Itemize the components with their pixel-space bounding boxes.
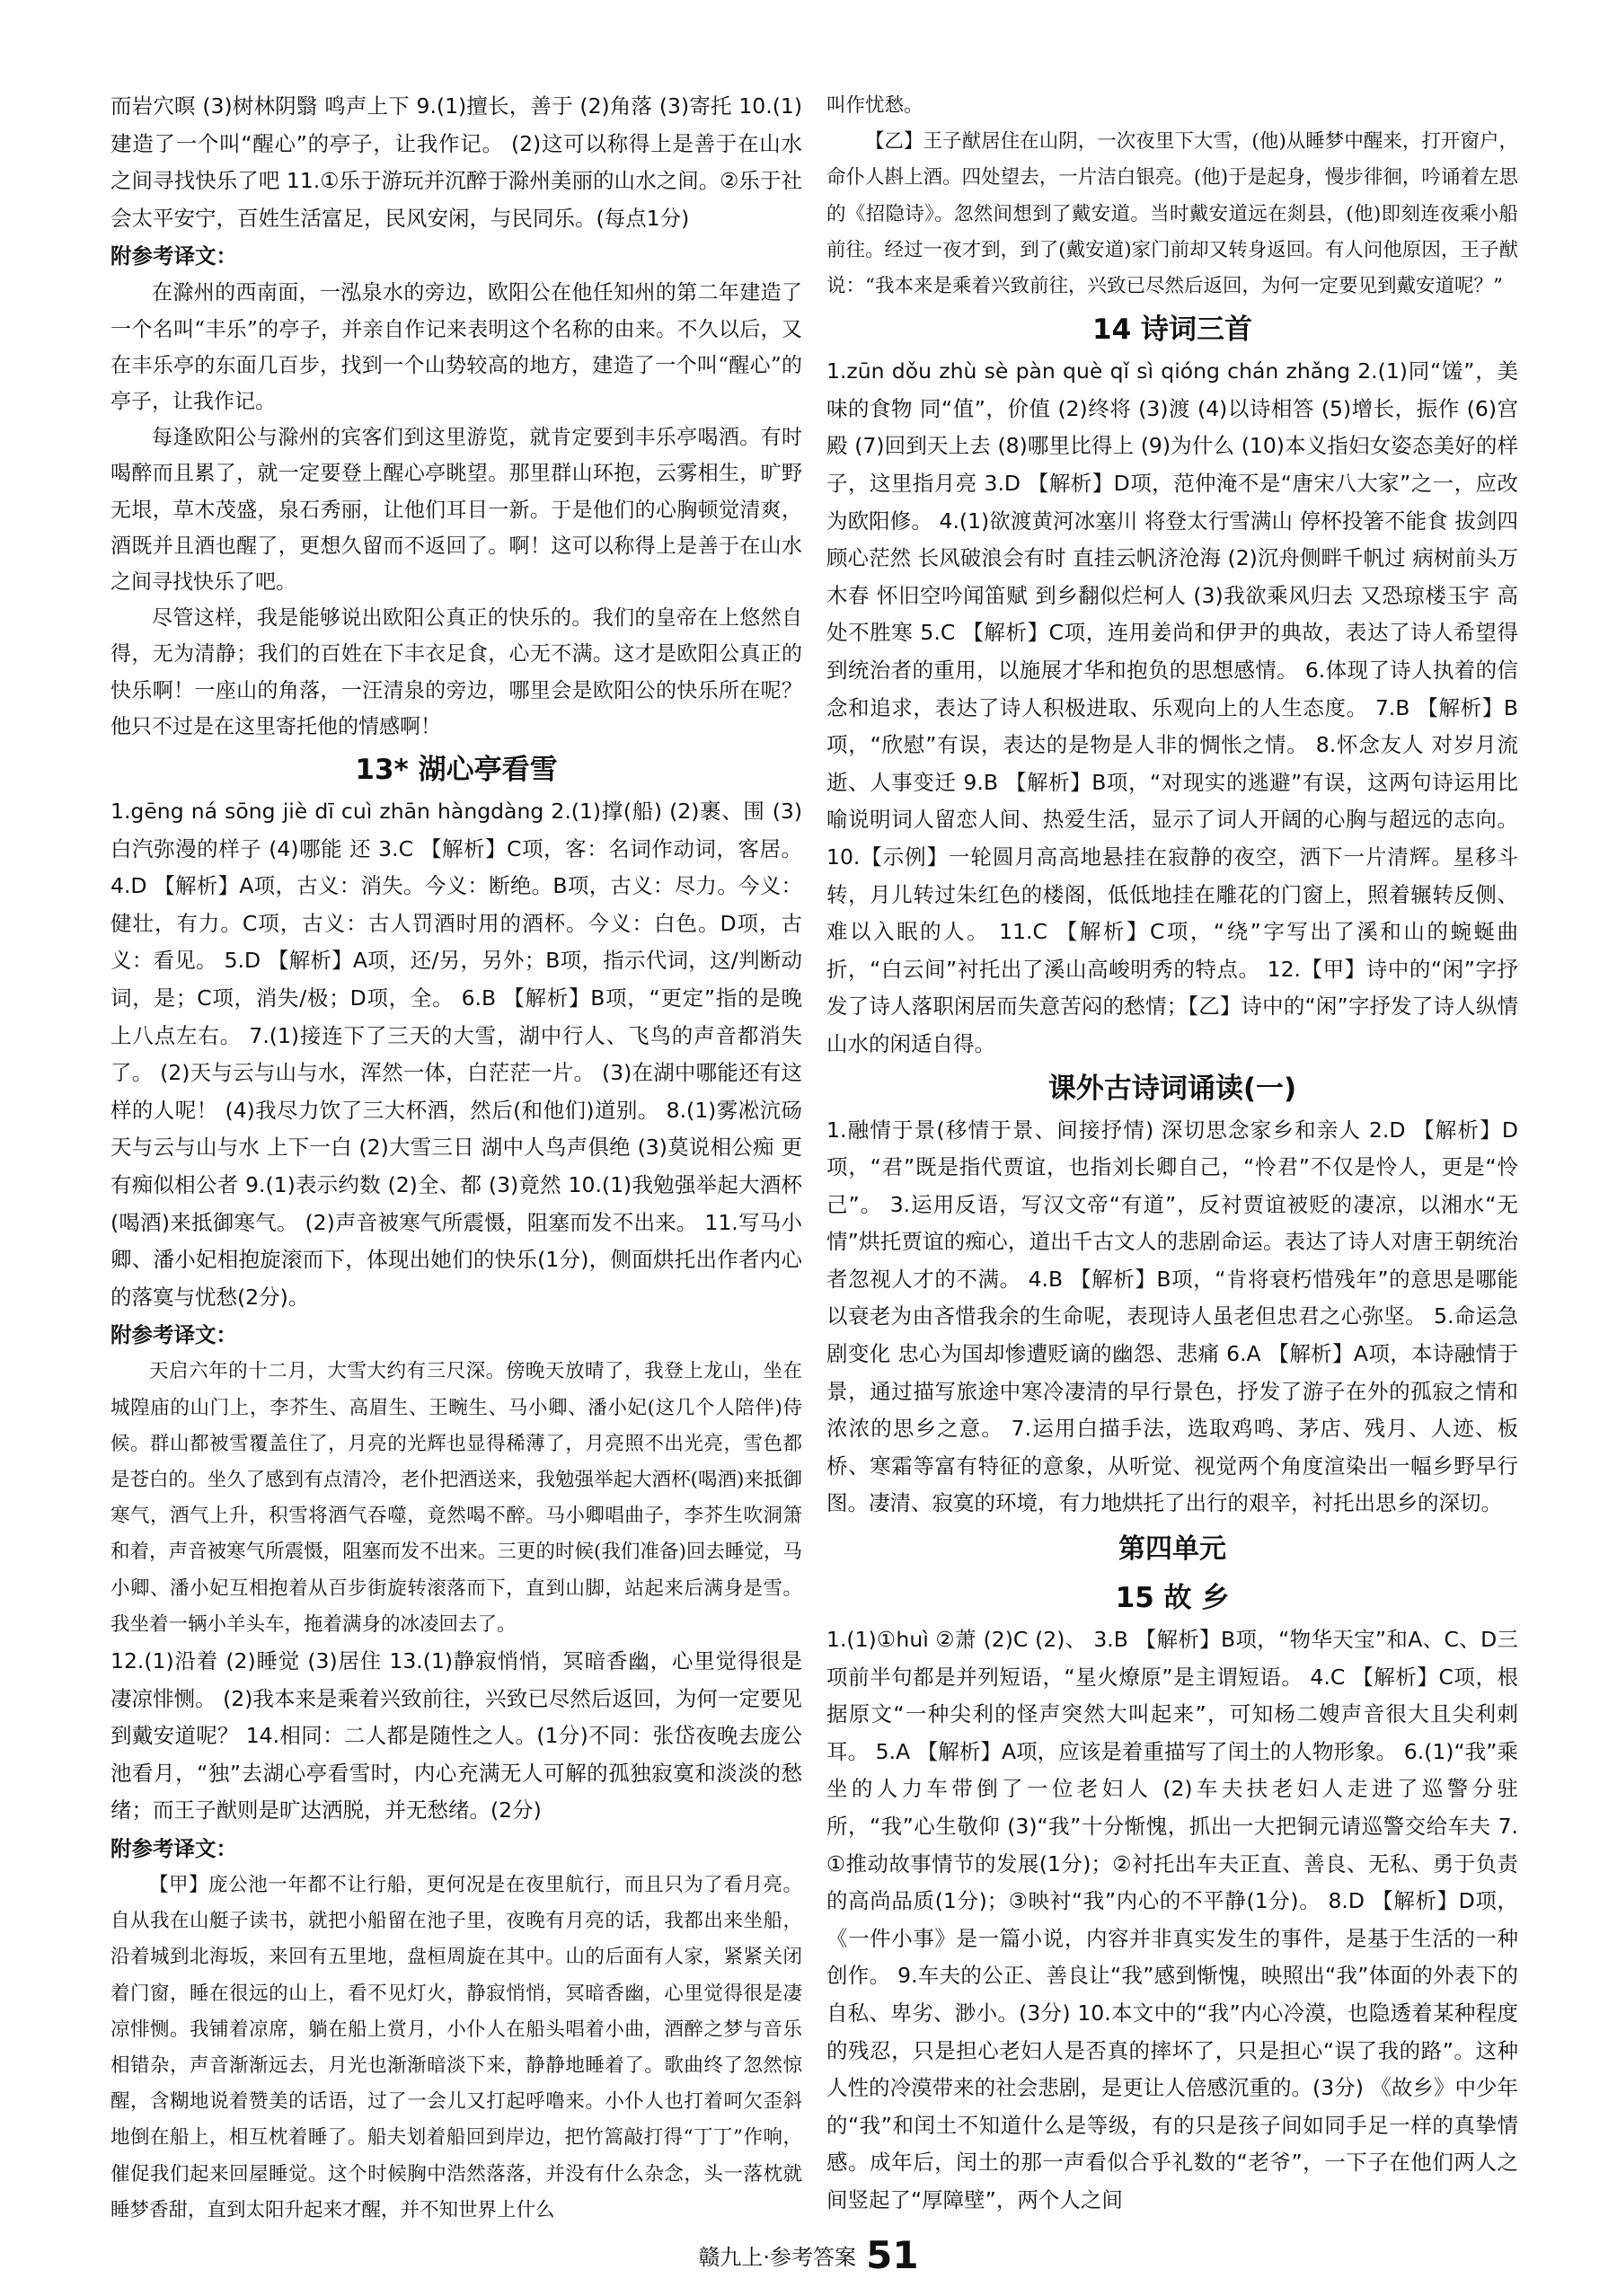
section-heading-13: 13* 湖心亭看雪: [355, 754, 558, 787]
translation-paragraph: 【甲】庞公池一年都不让行船，更何况是在夜里航行，而且只为了看月亮。自从我在山艇子读书，就把小船留在池子里，夜晚有月亮的话，我都出来坐船，沿着城到北海坂，来回有五里地，盘桓周旋在其中。山的后面有人家，紧紧关闭着门窗，睡在很远的山上，看不见灯火，静寂悄悄，冥暗香幽，心里觉得很是凄凉悱恻。我铺着凉席，躺在船上赏月，小仆人在船头唱着小曲，酒醉之梦与音乐相错杂，声音渐渐远去，月光也渐渐暗淡下来，静静地睡着了。歌曲终了忽然惊醒，含糊地说着赞美的话语，过了一会儿又打起呼噜来。小仆人也打着呵欠歪斜地倒在船上，相互枕着睡了。船夫划着船回到岸边，把竹篙敲打得“丁丁”作响，催促我们起来回屋睡觉。这个时候胸中浩然落落，并没有什么杂念，头一落枕就睡梦香甜，直到太阳升起来才醒，并不知世界上什么: [110, 1873, 802, 2221]
translation-label: 附参考译文：: [110, 1322, 237, 1348]
translation-paragraph: 叫作忧愁。: [826, 94, 923, 117]
unit-heading: 第四单元: [1118, 1533, 1226, 1566]
footer-label: 赣九上·参考答案: [698, 2245, 857, 2270]
translation-paragraph: 在滁州的西南面，一泓泉水的旁边，欧阳公在他任知州的第二年建造了一个名叫“丰乐”的亭子，并亲自作记来表明这个名称的由来。不久以后，又在丰乐亭的东面几百步，找到一个山势较高的地方，建造了一个叫“醒心”的亭子，让我作记。: [110, 281, 802, 413]
translation-label: 附参考译文：: [110, 1835, 237, 1861]
answer-text: 1.gēng ná sōng jiè dī cuì zhān hàngdàng 2.(1)撑(船) (2)裹、围 (3)白汽弥漫的样子 (4)哪能 还 3.C 【解析】C项，客：名词作动词，客居。 4.D 【解析】A项，古义：消失。今义：断绝。B项，古义：尽力。今义：健壮，有力。C项，古义：古人罚酒时用的酒杯。今义：白色。D项，古义：看见。 5.D 【解析】A项，还/另，另外；B项，指示代词，这/判断动词，是；C项，消失/极；D项，全。 6.B 【解析】B项，“更定”指的是晚上八点左右。 7.(1)接连下了三天的大雪，湖中行人、飞鸟的声音都消失了。 (2)天与云与山与水，浑然一体，白茫茫一片。 (3)在湖中哪能还有这样的人呢！ (4)我尽力饮了三大杯酒，然后(和他们)道别。 8.(1)雾凇沆砀 天与云与山与水 上下一白 (2)大雪三日 湖中人鸟声俱绝 (3)莫说相公痴 更有痴似相公者 9.(1)表示约数 (2)全、都 (3)竟然 10.(1)我勉强举起大酒杯(喝酒)来抵御寒气。 (2)声音被寒气所震慑，阻塞而发不出来。 11.写马小卿、潘小妃相抱旋滚而下，体现出她们的快乐(1分)，侧面烘托出作者内心的落寞与忧愁(2分)。: [110, 799, 802, 1310]
answer-text: 1.(1)①huì ②萧 (2)C (2)、 3.B 【解析】B项，“物华天宝”和A、C、D三项前半句都是并列短语，“星火燎原”是主谓短语。 4.C 【解析】C项，根据原文“一种尖利的怪声突然大叫起来”，可知杨二嫂声音很大且尖利刺耳。 5.A 【解析】A项，应该是着重描写了闰土的人物形象。 6.(1)“我”乘坐的人力车带倒了一位老妇人 (2)车夫扶老妇人走进了巡警分驻所，“我”心生敬仰 (3)“我”十分惭愧，抓出一大把铜元请巡警交给车夫 7.①推动故事情节的发展(1分)；②衬托出车夫正直、善良、无私、勇于负责的高尚品质(1分)；③映衬“我”内心的不平静(1分)。 8.D 【解析】D项，《一件小事》是一篇小说，内容并非真实发生的事件，是基于生活的一种创作。 9.车夫的公正、善良让“我”感到惭愧，映照出“我”体面的外表下的自私、卑劣、渺小。(3分) 10.本文中的“我”内心冷漠，也隐透着某种程度的残忍，只是担心老妇人是否真的摔坏了，只是担心“误了我的路”。这种人性的冷漠带来的社会悲剧，是更让人倍感沉重的。(3分) 《故乡》中少年的“我”和闰土不知道什么是等级，有的只是孩子间如同手足一样的真挚情感。成年后，闰土的那一声看似合乎礼数的“老爷”，一下子在他们两人之间竖起了“厚障壁”，两个人之间: [826, 1627, 1518, 2212]
translation-paragraph: 天启六年的十二月，大雪大约有三尺深。傍晚天放晴了，我登上龙山，坐在城隍庙的山门上，李芥生、高眉生、王畹生、马小卿、潘小妃(这几个人陪伴)侍候。群山都被雪覆盖住了，月亮的光辉也显得稀薄了，月亮照不出光亮，雪色都是苍白的。坐久了感到有点清冷，老仆把酒送来，我勉强举起大酒杯(喝酒)来抵御寒气，酒气上升，积雪将酒气吞噬，竟然喝不醉。马小卿唱曲子，李芥生吹洞箫和着，声音被寒气所震慑，阻塞而发不出来。三更的时候(我们准备)回去睡觉，马小卿、潘小妃互相抱着从百步街旋转滚落而下，直到山脚，站起来后满身是雪。我坐着一辆小羊头车，拖着满身的冰凌回去了。: [110, 1360, 802, 1636]
answer-text: 12.(1)沿着 (2)睡觉 (3)居住 13.(1)静寂悄悄，冥暗香幽，心里觉得很是凄凉悱恻。 (2)我本来是乘着兴致前往，兴致已尽然后返回，为何一定要见到戴安道呢？ 14.相同：二人都是随性之人。(1分)不同：张岱夜晚去庞公池看月，“独”去湖心亭看雪时，内心充满无人可解的孤独寂寞和淡淡的愁绪；而王子猷则是旷达洒脱，并无愁绪。(2分): [110, 1647, 802, 1824]
right-column: [826, 88, 1518, 2220]
answer-text: 而岩穴暝 (3)树林阴翳 鸣声上下 9.(1)擅长，善于 (2)角落 (3)寄托 10.(1)建造了一个叫“醒心”的亭子，让我作记。 (2)这可以称得上是善于在山水之间寻找快乐了吧 11.①乐于游玩并沉醉于滁州美丽的山水之间。②乐于社会太平安宁，百姓生活富足，民风安闲，与民同乐。(每点1分): [110, 93, 802, 231]
translation-paragraph: 尽管这样，我是能够说出欧阳公真正的快乐的。我们的皇帝在上悠然自得，无为清静；我们的百姓在下丰衣足食，心无不满。这才是欧阳公真正的快乐啊！一座山的角落，一汪清泉的旁边，哪里会是欧阳公的快乐所在呢？他只不过是在这里寄托他的情感啊！: [110, 606, 802, 738]
section-heading-14: 14 诗词三首: [1092, 313, 1252, 347]
translation-label: 附参考译文：: [110, 243, 237, 269]
section-heading-15: 15 故 乡: [1115, 1582, 1230, 1615]
translation-paragraph: 【乙】王子猷居住在山阴，一次夜里下大雪，(他)从睡梦中醒来，打开窗户，命仆人斟上酒。四处望去，一片洁白银亮。(他)于是起身，慢步徘徊，吟诵着左思的《招隐诗》。忽然间想到了戴安道。当时戴安道远在剡县，(他)即刻连夜乘小船前往。经过一夜才到，到了(戴安道)家门前却又转身返回。有人问他原因，王子猷说：“我本来是乘着兴致前往，兴致已尽然后返回，为何一定要见到戴安道呢？”: [826, 130, 1518, 298]
answer-text: 1.融情于景(移情于景、间接抒情) 深切思念家乡和亲人 2.D 【解析】D项，“君”既是指代贾谊，也指刘长卿自己，“怜君”不仅是怜人，更是“怜己”。 3.运用反语，写汉文帝“有道”，反衬贾谊被贬的凄凉，以湘水“无情”烘托贾谊的痴心，道出千古文人的悲剧命运。表达了诗人对唐王朝统治者忽视人才的不满。 4.B 【解析】B项，“肯将衰朽惜残年”的意思是哪能以衰老为由吝惜我余的生命呢，表现诗人虽老但忠君之心弥坚。 5.命运急剧变化 忠心为国却惨遭贬谪的幽怨、悲痛 6.A 【解析】A项，本诗融情于景，通过描写旅途中寒冷凄清的早行景色，抒发了游子在外的孤寂之情和浓浓的思乡之意。 7.运用白描手法，选取鸡鸣、茅店、残月、人迹、板桥、寒霜等富有特征的意象，从听觉、视觉两个角度渲染出一幅乡野早行图。凄清、寂寞的环境，有力地烘托了出行的艰辛，衬托出思乡的深切。: [826, 1117, 1518, 1516]
answer-text: 1.zūn dǒu zhù sè pàn què qǐ sì qióng chán zhǎng 2.(1)同“馐”，美味的食物 同“值”，价值 (2)终将 (3)渡 (4)以诗相答 (5)增长，振作 (6)宫殿 (7)回到天上去 (8)哪里比得上 (9)为什么 (10)本义指妇女姿态美好的样子，这里指月亮 3.D 【解析】D项，范仲淹不是“唐宋八大家”之一，应改为欧阳修。 4.(1)欲渡黄河冰塞川 将登太行雪满山 停杯投箸不能食 拔剑四顾心茫然 长风破浪会有时 直挂云帆济沧海 (2)沉舟侧畔千帆过 病树前头万木春 怀旧空吟闻笛赋 到乡翻似烂柯人 (3)我欲乘风归去 又恐琼楼玉宇 高处不胜寒 5.C 【解析】C项，连用姜尚和伊尹的典故，表达了诗人希望得到统治者的重用，以施展才华和抱负的思想感情。 6.体现了诗人执着的信念和追求，表达了诗人积极进取、乐观向上的人生态度。 7.B 【解析】B项，“欣慰”有误，表达的是物是人非的惆怅之情。 8.怀念友人 对岁月流逝、人事变迁 9.B 【解析】B项，“对现实的逃避”有误，这两句诗运用比喻说明词人留恋人间、热爱生活，显示了词人开阔的心胸与超远的志向。 10.【示例】一轮圆月高高地悬挂在寂静的夜空，洒下一片清辉。星移斗转，月儿转过朱红色的楼阁，低低地挂在雕花的门窗上，照着辗转反侧、难以入眠的人。 11.C 【解析】C项，“绕”字写出了溪和山的蜿蜒曲折，“白云间”衬托出了溪山高峻明秀的特点。 12.【甲】诗中的“闲”字抒发了诗人落职闲居而失意苦闷的愁情；【乙】诗中的“闲”字抒发了诗人纵情山水的闲适自得。: [826, 358, 1518, 1056]
translation-paragraph: 每逢欧阳公与滁州的宾客们到这里游览，就肯定要到丰乐亭喝酒。有时喝醉而且累了，就一定要登上醒心亭眺望。那里群山环抱，云雾相生，旷野无垠，草木茂盛，泉石秀丽，让他们耳目一新。于是他们的心胸顿觉清爽，酒既并且酒也醒了，更想久留而不返回了。啊！这可以称得上是善于在山水之间寻找快乐了吧。: [110, 426, 802, 594]
left-column: [110, 88, 802, 2229]
section-heading-extra-poems: 课外古诗词诵读(一): [1047, 1072, 1297, 1105]
page-footer: [0, 2233, 1617, 2277]
page-number: 51: [866, 2233, 919, 2277]
